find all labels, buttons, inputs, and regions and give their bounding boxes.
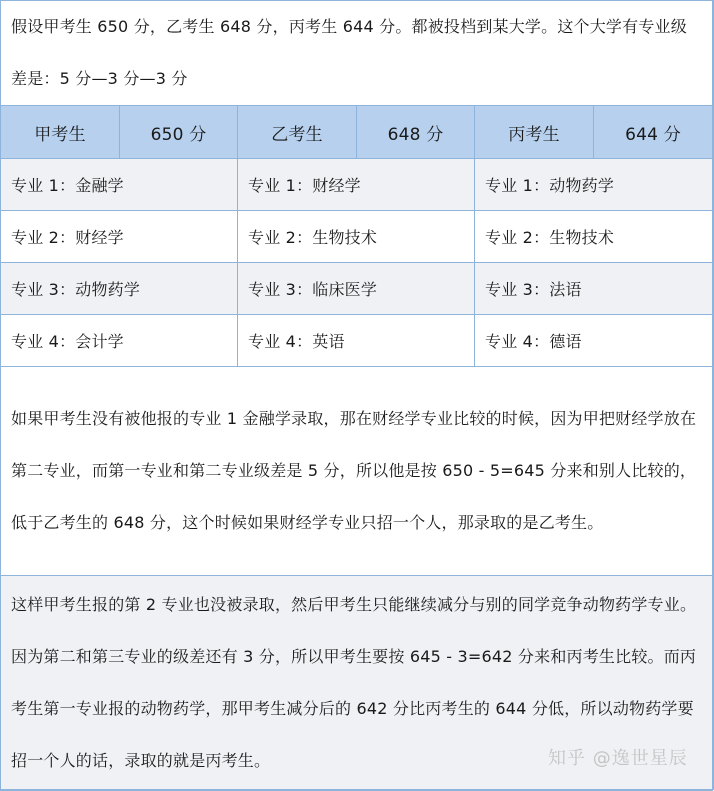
student-c-major: 专业 2：生物技术 [475,211,713,263]
student-b-major: 专业 1：财经学 [238,159,475,211]
explanation-paragraph-1: 如果甲考生没有被他报的专业 1 金融学录取，那在财经学专业比较的时候，因为甲把财经学放在第二专业，而第一专业和第二专业级差是 5 分，所以他是按 650 - 5=645 分来和别人比较的，低于乙考生的 648 分，这个时候如果财经学专业只招一个人，那录取的是乙考生。 [1,367,713,576]
student-a-score: 650 分 [120,106,238,159]
student-a-name: 甲考生 [1,106,120,159]
student-b-major: 专业 4：英语 [238,315,475,367]
student-b-major: 专业 2：生物技术 [238,211,475,263]
student-c-score: 644 分 [594,106,713,159]
student-c-major: 专业 4：德语 [475,315,713,367]
watermark: 知乎 @逸世星辰 [548,748,688,769]
student-b-name: 乙考生 [238,106,357,159]
student-a-major: 专业 2：财经学 [1,211,238,263]
student-c-major: 专业 3：法语 [475,263,713,315]
student-b-major: 专业 3：临床医学 [238,263,475,315]
intro-text: 假设甲考生 650 分，乙考生 648 分，丙考生 644 分。都被投档到某大学。这个大学有专业级差是：5 分—3 分—3 分 [1,1,713,106]
student-b-score: 648 分 [357,106,475,159]
student-a-major: 专业 4：会计学 [1,315,238,367]
student-c-major: 专业 1：动物药学 [475,159,713,211]
explanation-paragraph-2: 这样甲考生报的第 2 专业也没被录取，然后甲考生只能继续减分与别的同学竞争动物药学专业。因为第二和第三专业的级差还有 3 分，所以甲考生要按 645 - 3=642 分来和丙考生比较。而丙考生第一专业报的动物药学，那甲考生减分后的 642 分比丙考生的 644 分低，所以动物药学要招一个人的话，录取的就是丙考生。 [1,576,713,791]
student-a-major: 专业 3：动物药学 [1,263,238,315]
student-a-major: 专业 1：金融学 [1,159,238,211]
student-c-name: 丙考生 [475,106,594,159]
